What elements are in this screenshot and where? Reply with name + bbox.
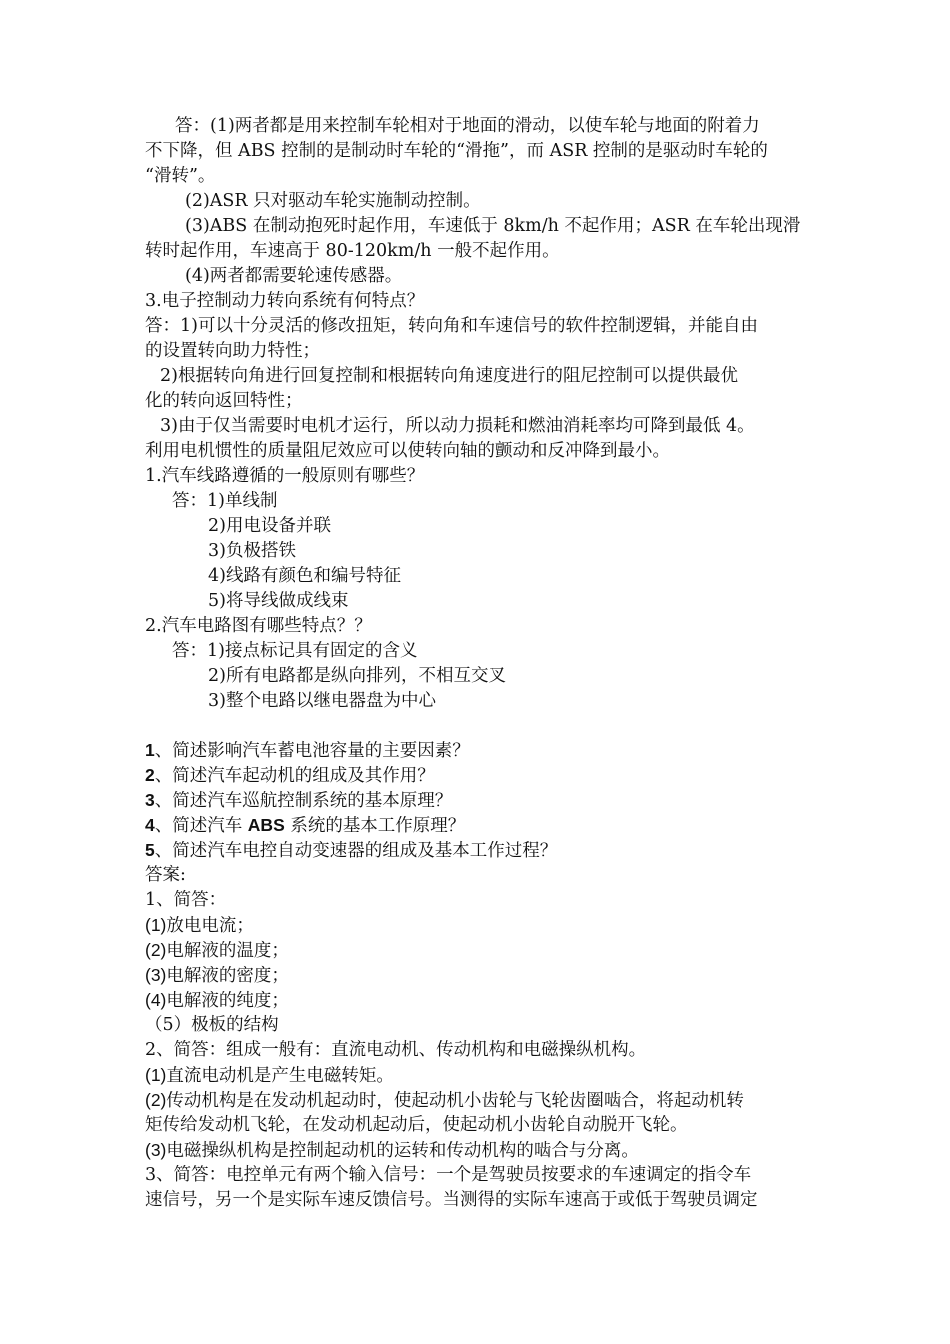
item-number: (1) <box>145 915 167 935</box>
answer-line: 不下降，但 ABS 控制的是制动时车轮的“滑拖”，而 ASR 控制的是驱动时车轮的 <box>145 141 768 161</box>
item-text: 放电电流； <box>166 916 254 936</box>
answer-line: 答：1)接点标记具有固定的含义 <box>172 641 418 661</box>
item-text: 直流电动机是产生电磁转矩。 <box>166 1066 394 1086</box>
question-heading: 3.电子控制动力转向系统有何特点？ <box>145 291 425 311</box>
item-number: (4) <box>145 990 167 1010</box>
answer-line: 利用电机惯性的质量阻尼效应可以使转向轴的颤动和反冲降到最小。 <box>145 441 670 461</box>
question-item <box>145 838 557 863</box>
answer-item <box>145 1138 639 1163</box>
list-item: 2)所有电路都是纵向排列，不相互交叉 <box>208 666 506 686</box>
answer-line: 答：1)可以十分灵活的修改扭矩，转向角和车速信号的软件控制逻辑，并能自由 <box>145 316 758 336</box>
question-text: 、简述汽车电控自动变速器的组成及基本工作过程？ <box>154 841 558 861</box>
list-item: 4)线路有颜色和编号特征 <box>208 566 401 586</box>
question-item <box>145 738 470 763</box>
answer-line: (4)两者都需要轮速传感器。 <box>185 266 403 286</box>
item-number: (2) <box>145 940 167 960</box>
answer-item <box>145 1063 394 1088</box>
question-number: 1 <box>145 740 155 760</box>
question-text: 、简述汽车巡航控制系统的基本原理？ <box>154 791 453 811</box>
question-text: 、简述汽车起动机的组成及其作用？ <box>154 766 435 786</box>
answer-section-title: 1、简答： <box>145 890 227 910</box>
question-heading: 1.汽车线路遵循的一般原则有哪些？ <box>145 466 425 486</box>
question-number: 3 <box>145 790 155 810</box>
answer-line: 速信号，另一个是实际车速反馈信号。当测得的实际车速高于或低于驾驶员调定 <box>145 1190 758 1210</box>
list-item: 3)负极搭铁 <box>208 541 296 561</box>
question-number: 5 <box>145 840 155 860</box>
list-item: 3)整个电路以继电器盘为中心 <box>208 691 436 711</box>
question-item <box>145 813 465 838</box>
question-item <box>145 788 452 813</box>
answer-line: 3)由于仅当需要时电机才运行，所以动力损耗和燃油消耗率均可降到最低 4。 <box>160 416 755 436</box>
question-text: 、简述影响汽车蓄电池容量的主要因素？ <box>154 741 470 761</box>
answer-item <box>145 963 289 988</box>
item-text: 电解液的温度； <box>166 941 289 961</box>
answer-item: （5）极板的结构 <box>145 1015 279 1035</box>
answer-section-title: 2、简答：组成一般有：直流电动机、传动机构和电磁操纵机构。 <box>145 1040 647 1060</box>
answer-item <box>145 913 254 938</box>
question-heading: 2.汽车电路图有哪些特点？？ <box>145 616 372 636</box>
answer-line: 答：1)单线制 <box>172 491 278 511</box>
answer-line: 矩传给发动机飞轮，在发动机起动后，使起动机小齿轮自动脱开飞轮。 <box>145 1115 688 1135</box>
question-text: 系统的基本工作原理？ <box>284 816 466 836</box>
answer-line: 的设置转向助力特性； <box>145 341 320 361</box>
abs-term: ABS <box>247 815 285 835</box>
item-number: (3) <box>145 1140 167 1160</box>
item-text: 传动机构是在发动机起动时，使起动机小齿轮与飞轮齿圈啮合，将起动机转 <box>166 1091 744 1111</box>
list-item: 5)将导线做成线束 <box>208 591 349 611</box>
answer-line: 转时起作用，车速高于 80-120km/h 一般不起作用。 <box>145 241 560 261</box>
question-number: 2 <box>145 765 155 785</box>
answer-item <box>145 1088 744 1113</box>
answers-header: 答案: <box>145 865 186 885</box>
item-number: (1) <box>145 1065 167 1085</box>
question-number: 4 <box>145 815 155 835</box>
item-number: (2) <box>145 1090 167 1110</box>
answer-line: 化的转向返回特性； <box>145 391 303 411</box>
question-item <box>145 763 435 788</box>
answer-line: 3、简答：电控单元有两个输入信号：一个是驾驶员按要求的车速调定的指令车 <box>145 1165 752 1185</box>
item-text: 电解液的密度； <box>166 966 289 986</box>
item-text: 电磁操纵机构是控制起动机的运转和传动机构的啮合与分离。 <box>166 1141 639 1161</box>
answer-item <box>145 988 289 1013</box>
list-item: 2)用电设备并联 <box>208 516 331 536</box>
item-number: (3) <box>145 965 167 985</box>
answer-line: “滑转”。 <box>145 166 216 186</box>
item-text: 电解液的纯度； <box>166 991 289 1011</box>
answer-line: (3)ABS 在制动抱死时起作用，车速低于 8km/h 不起作用；ASR 在车轮出现滑 <box>185 216 801 236</box>
answer-line: 答：(1)两者都是用来控制车轮相对于地面的滑动，以使车轮与地面的附着力 <box>175 116 760 136</box>
answer-line: (2)ASR 只对驱动车轮实施制动控制。 <box>185 191 481 211</box>
question-text: 、简述汽车 <box>154 816 248 836</box>
answer-line: 2)根据转向角进行回复控制和根据转向角速度进行的阻尼控制可以提供最优 <box>160 366 738 386</box>
answer-item <box>145 938 289 963</box>
